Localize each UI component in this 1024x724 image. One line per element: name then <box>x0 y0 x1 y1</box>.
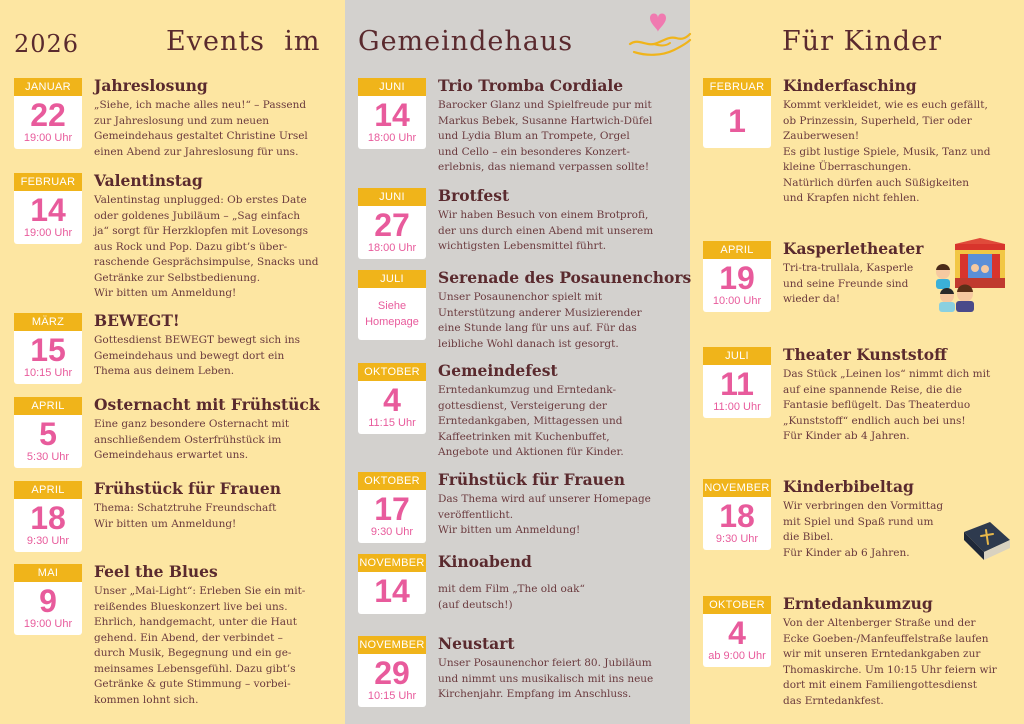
event-title: Theater Kunststoff <box>783 345 947 364</box>
day-number: 14 <box>30 192 66 228</box>
date-box <box>14 397 82 468</box>
date-box <box>358 270 426 340</box>
month-label: JULI <box>703 347 771 365</box>
date-box <box>358 554 426 614</box>
day-number: 19 <box>719 260 755 296</box>
event-title: Kinderfasching <box>783 76 917 95</box>
event-description: Erntedankumzug und Erntedank- gottesdienst, Versteigerung der Erntedankgaben, Mittagessen und Kaffeetrinken mit Kuchenbuffet, Angebote und Aktionen für Kinder. <box>438 384 624 458</box>
month-label: APRIL <box>14 397 82 415</box>
event-description: Gottesdienst BEWEGT bewegt sich ins Gemeindehaus und bewegt dort ein Thema aus deinem Leben. <box>94 334 300 377</box>
event-title: Erntedankumzug <box>783 594 933 613</box>
time-label: 19:00 Uhr <box>23 227 73 239</box>
puppet-theater-icon <box>935 238 1009 312</box>
date-box <box>703 78 771 148</box>
day-number: 27 <box>374 207 410 243</box>
month-label: MÄRZ <box>14 313 82 331</box>
time-label: 10:15 Uhr <box>23 367 73 379</box>
time-label: 9:30 Uhr <box>370 526 414 538</box>
day-number: 1 <box>728 103 746 139</box>
event-title: Osternacht mit Frühstück <box>94 395 320 414</box>
events-heading: Events im <box>166 26 321 57</box>
event-description: Thema: Schatztruhe Freundschaft Wir bitten um Anmeldung! <box>94 502 277 530</box>
event-description: Von der Altenberger Straße und der Ecke Goeben-/Manfeuffelstraße laufen wir mit unseren Erntedankgaben zur Thomaskirche. Um 10:15 Uhr feiern wir dort mit einem Familiengottesdienst das Erntedankfest. <box>783 617 997 707</box>
date-box <box>703 479 771 550</box>
heart-hand-icon <box>628 10 692 62</box>
day-card <box>14 191 82 244</box>
day-card <box>703 259 771 312</box>
day-card <box>14 415 82 468</box>
day-card <box>703 96 771 148</box>
day-card <box>358 206 426 259</box>
day-card <box>358 572 426 614</box>
month-label: OKTOBER <box>358 472 426 490</box>
day-number: 5 <box>39 416 57 452</box>
event-description: Unser Posaunenchor feiert 80. Jubiläum und nimmt uns musikalisch mit ins neue Kirchenjahr. Empfang im Anschluss. <box>438 657 654 700</box>
event-description: Unser „Mai-Light“: Erleben Sie ein mit- reißendes Blueskonzert live bei uns. Ehrlich, handgemacht, unter die Haut gehend. Ein Abend, der verbindet – durch Musik, Begegnung und ein ge- meinsames Lebensgefühl. Dazu gibt’s Getränke & gute Stimmung – vorbei- kommen lohnt sich. <box>94 585 306 706</box>
time-label: 11:00 Uhr <box>713 401 761 413</box>
date-box <box>703 596 771 667</box>
day-card <box>14 96 82 149</box>
day-card <box>358 490 426 543</box>
day-card <box>14 582 82 635</box>
month-label: FEBRUAR <box>14 173 82 191</box>
day-number: 29 <box>374 655 410 691</box>
month-label: JANUAR <box>14 78 82 96</box>
time-label: 5:30 Uhr <box>26 451 70 463</box>
alt-date-label: Siehe Homepage <box>365 300 419 328</box>
event-description: Eine ganz besondere Osternacht mit anschließendem Osterfrühstück im Gemeindehaus erwartet uns. <box>94 418 290 461</box>
month-label: NOVEMBER <box>703 479 771 497</box>
day-card <box>358 288 426 340</box>
kinder-heading: Für Kinder <box>782 26 942 57</box>
event-description: Wir verbringen den Vormittag mit Spiel und Spaß rund um die Bibel. Für Kinder ab 6 Jahren. <box>783 500 944 559</box>
event-description: Valentinstag unplugged: Ob erstes Date oder goldenes Jubiläum – „Sag einfach ja“ sorgt für Herzklopfen mit Lovesongs aus Rock und Pop. Dazu gibt’s über- raschende Gesprächsimpulse, Snacks und Getränke zur Selbstbedienung. Wir bitten um Anmeldung! <box>94 194 319 299</box>
event-description: mit dem Film „The old oak“ (auf deutsch!) <box>438 583 585 611</box>
event-title: Valentinstag <box>94 171 203 190</box>
event-title: Feel the Blues <box>94 562 218 581</box>
day-number: 14 <box>374 573 410 609</box>
time-label: 9:30 Uhr <box>715 533 759 545</box>
date-box <box>703 241 771 312</box>
day-card <box>358 96 426 149</box>
event-title: Frühstück für Frauen <box>438 470 626 489</box>
event-description: Wir haben Besuch von einem Brotprofi, der uns durch einen Abend mit unserem wichtigsten Lebensmittel führt. <box>438 209 654 252</box>
time-label: 9:30 Uhr <box>26 535 70 547</box>
time-label: 18:00 Uhr <box>367 132 417 144</box>
event-description: Barocker Glanz und Spielfreude pur mit Markus Bebek, Susanne Hartwich-Düfel und Lydia Blum an Trompete, Orgel und Cello – ein besonderes Konzert- erlebnis, das niemand verpassen sollte! <box>438 99 653 173</box>
day-card <box>14 331 82 384</box>
date-box <box>358 78 426 149</box>
date-box <box>358 363 426 434</box>
event-title: Serenade des Posaunenchors <box>438 268 692 287</box>
event-description: Tri-tra-trullala, Kasperle und seine Freunde sind wieder da! <box>783 262 914 305</box>
day-card <box>703 614 771 667</box>
time-label: 10:00 Uhr <box>712 295 762 307</box>
time-label: ab 9:00 Uhr <box>708 650 766 662</box>
day-card <box>703 497 771 550</box>
day-number: 18 <box>30 500 66 536</box>
time-label: 19:00 Uhr <box>23 618 73 630</box>
time-label: 11:15 Uhr <box>368 417 416 429</box>
event-title: Trio Tromba Cordiale <box>438 76 624 95</box>
day-number: 9 <box>39 583 57 619</box>
date-box <box>14 313 82 384</box>
event-title: Gemeindefest <box>438 361 558 380</box>
event-title: Kinderbibeltag <box>783 477 914 496</box>
time-label: 10:15 Uhr <box>367 690 417 702</box>
event-description: Unser Posaunenchor spielt mit Unterstützung anderer Musizierender eine Stunde lang für uns auf. Für das leibliche Wohl danach ist gesorgt. <box>438 291 642 350</box>
day-card <box>14 499 82 552</box>
month-label: NOVEMBER <box>358 554 426 572</box>
event-description: Kommt verkleidet, wie es euch gefällt, ob Prinzessin, Superheld, Tier oder Zauberwesen! Es gibt lustige Spiele, Musik, Tanz und kleine Überraschungen. Natürlich dürfen auch Süßigkeiten und Krapfen nicht fehlen. <box>783 99 991 204</box>
date-box <box>14 481 82 552</box>
day-card <box>358 381 426 434</box>
time-label: 18:00 Uhr <box>367 242 417 254</box>
time-label: 19:00 Uhr <box>23 132 73 144</box>
month-label: OKTOBER <box>703 596 771 614</box>
day-number: 11 <box>720 366 754 402</box>
month-label: FEBRUAR <box>703 78 771 96</box>
day-number: 4 <box>383 382 401 418</box>
date-box <box>358 188 426 259</box>
day-number: 4 <box>728 615 746 651</box>
day-card <box>703 365 771 418</box>
month-label: JUNI <box>358 78 426 96</box>
date-box <box>14 78 82 149</box>
month-label: JUNI <box>358 188 426 206</box>
month-label: OKTOBER <box>358 363 426 381</box>
day-number: 17 <box>374 491 410 527</box>
month-label: NOVEMBER <box>358 636 426 654</box>
day-number: 14 <box>374 97 410 133</box>
day-number: 18 <box>719 498 755 534</box>
date-box <box>358 636 426 707</box>
event-title: Jahreslosung <box>94 76 208 95</box>
event-title: Kinoabend <box>438 552 532 571</box>
event-title: Brotfest <box>438 186 510 205</box>
event-title: BEWEGT! <box>94 311 180 330</box>
event-title: Kasperletheater <box>783 239 924 258</box>
month-label: APRIL <box>703 241 771 259</box>
month-label: JULI <box>358 270 426 288</box>
date-box <box>358 472 426 543</box>
date-box <box>703 347 771 418</box>
event-description: Das Stück „Leinen los“ nimmt dich mit auf eine spannende Reise, die die Fantasie beflügelt. Das Theaterduo „Kunststoff“ endlich auch bei uns! Für Kinder ab 4 Jahren. <box>783 368 991 442</box>
year-heading: 2026 <box>14 30 80 58</box>
event-title: Frühstück für Frauen <box>94 479 282 498</box>
bible-icon <box>960 518 1012 566</box>
date-box <box>14 564 82 635</box>
day-number: 15 <box>30 332 66 368</box>
date-box <box>14 173 82 244</box>
month-label: MAI <box>14 564 82 582</box>
event-title: Neustart <box>438 634 515 653</box>
event-description: Das Thema wird auf unserer Homepage veröffentlicht. Wir bitten um Anmeldung! <box>438 493 651 536</box>
gemeindehaus-heading: Gemeindehaus <box>358 26 574 57</box>
day-card <box>358 654 426 707</box>
month-label: APRIL <box>14 481 82 499</box>
day-number: 22 <box>30 97 66 133</box>
event-description: „Siehe, ich mache alles neu!“ – Passend zur Jahreslosung und zum neuen Gemeindehaus gestaltet Christine Ursel einen Abend zur Jahreslosung für uns. <box>94 99 308 158</box>
